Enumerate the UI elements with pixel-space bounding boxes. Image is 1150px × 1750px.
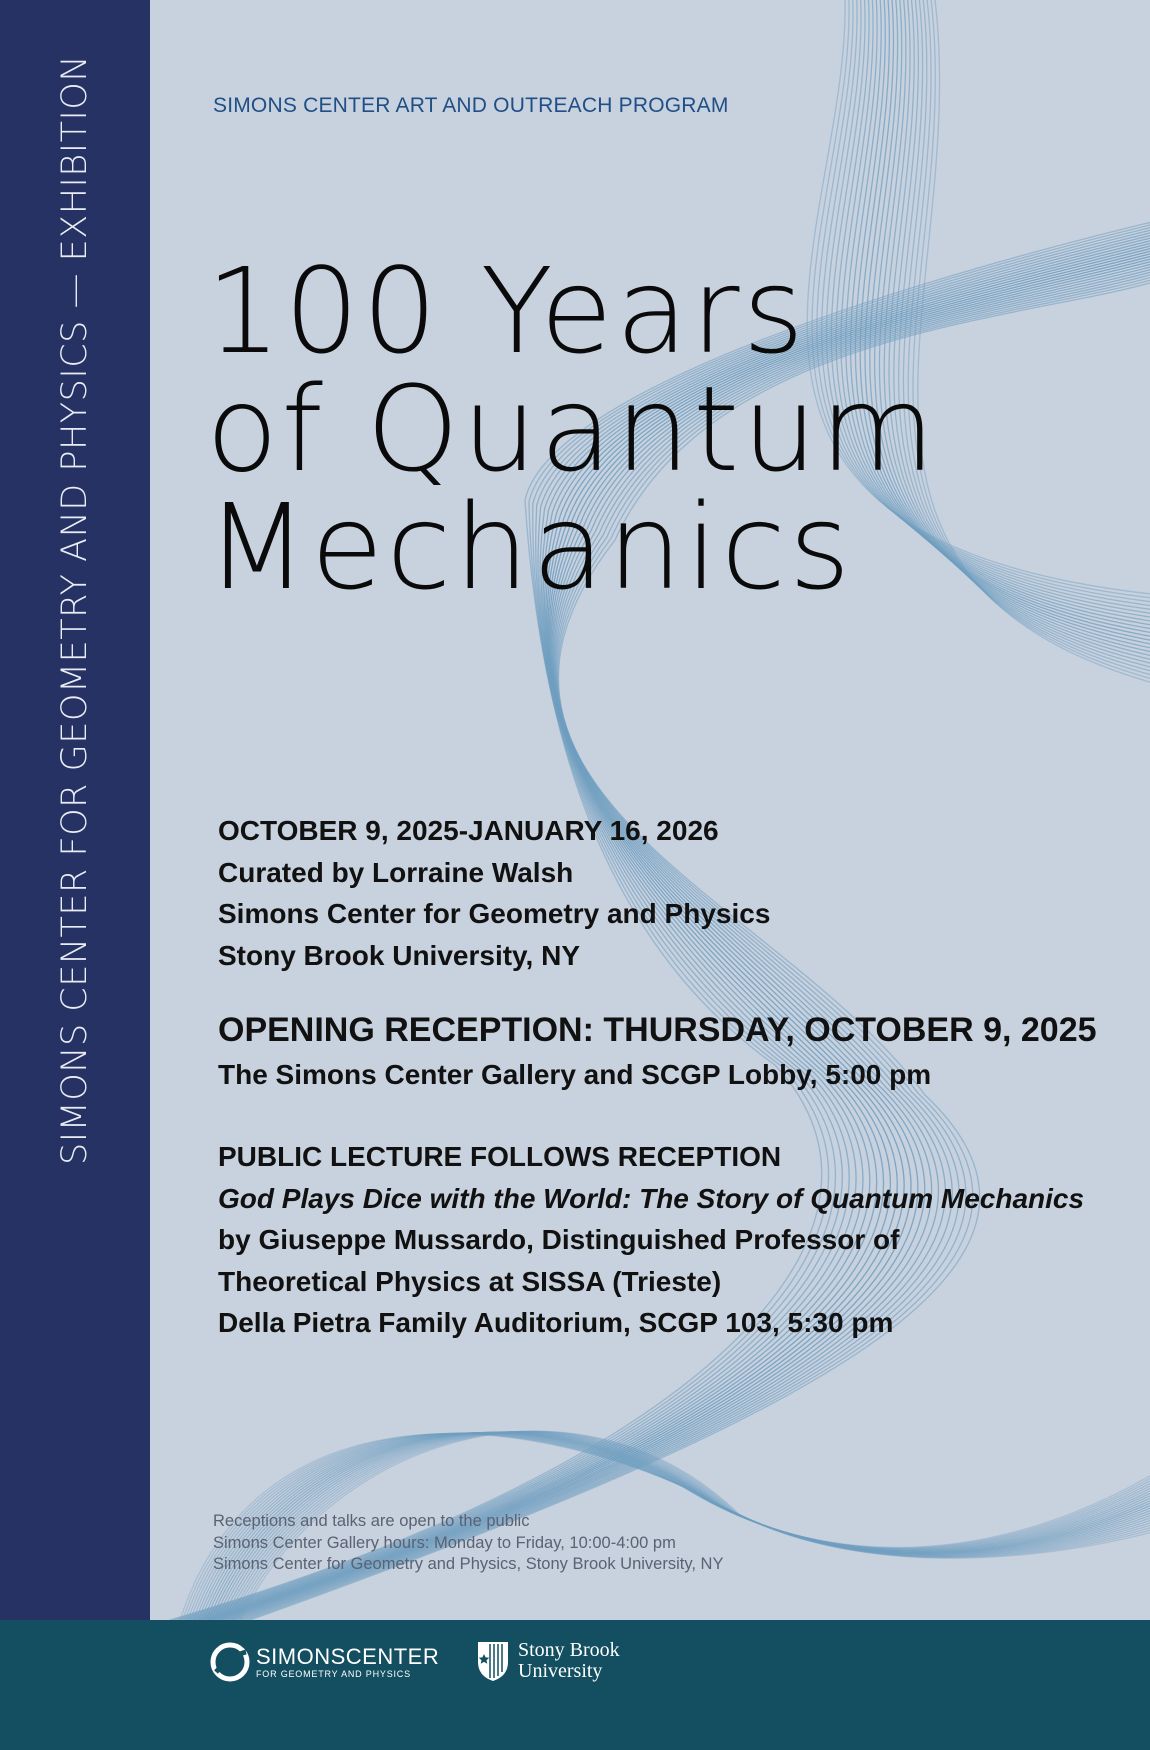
shield-star-icon: [476, 1640, 510, 1682]
note-line-3: Simons Center for Geometry and Physics, Stony Brook University, NY: [213, 1555, 724, 1573]
title-line-3: Mechanics: [206, 478, 854, 616]
exhibition-details: [218, 810, 770, 976]
location-line: Stony Brook University, NY: [218, 939, 581, 971]
reception-place: The Simons Center Gallery and SCGP Lobby, 5:00 pm: [218, 1059, 932, 1090]
lecture-heading: PUBLIC LECTURE FOLLOWS RECEPTION: [218, 1141, 782, 1172]
sidebar-vertical-text: SIMONS CENTER FOR GEOMETRY AND PHYSICS — EXHIBITION: [55, 54, 95, 1166]
sbu-logo-line-1: Stony Brook: [518, 1639, 620, 1661]
exhibition-dates: OCTOBER 9, 2025-JANUARY 16, 2026: [218, 815, 719, 846]
venue-line: Simons Center for Geometry and Physics: [218, 898, 771, 929]
visitor-notes: [213, 1511, 723, 1576]
note-line-1: Receptions and talks are open to the public: [213, 1512, 530, 1530]
lecture-venue: Della Pietra Family Auditorium, SCGP 103, 5:30 pm: [218, 1307, 894, 1338]
curator-line: Curated by Lorraine Walsh: [218, 856, 574, 888]
stony-brook-logo: [476, 1640, 620, 1682]
simons-logo-subtitle: FOR GEOMETRY AND PHYSICS: [256, 1668, 411, 1679]
sbu-logo-line-2: University: [518, 1660, 603, 1682]
lecture-title: God Plays Dice with the World: The Story of Quantum Mechanics: [218, 1182, 1085, 1214]
note-line-2: Simons Center Gallery hours: Monday to Friday, 10:00-4:00 pm: [213, 1533, 676, 1552]
exhibition-title: [206, 242, 939, 616]
simons-center-logo: [210, 1642, 439, 1682]
simons-ring-icon: [210, 1642, 250, 1682]
simons-logo-name: SIMONSCENTER: [256, 1643, 440, 1669]
title-line-1: 100 Years: [206, 242, 808, 380]
footer-band: [0, 1620, 1150, 1750]
title-line-2: of Quantum: [206, 360, 939, 498]
lecture-details: [218, 1136, 1084, 1344]
sidebar-band: [0, 0, 150, 1620]
program-label: SIMONS CENTER ART AND OUTREACH PROGRAM: [213, 94, 729, 117]
speaker-line-2: Theoretical Physics at SISSA (Trieste): [218, 1265, 722, 1297]
speaker-line-1: by Giuseppe Mussardo, Distinguished Professor of: [218, 1224, 900, 1255]
reception-heading: OPENING RECEPTION: THURSDAY, OCTOBER 9, 2025: [218, 1011, 1097, 1049]
